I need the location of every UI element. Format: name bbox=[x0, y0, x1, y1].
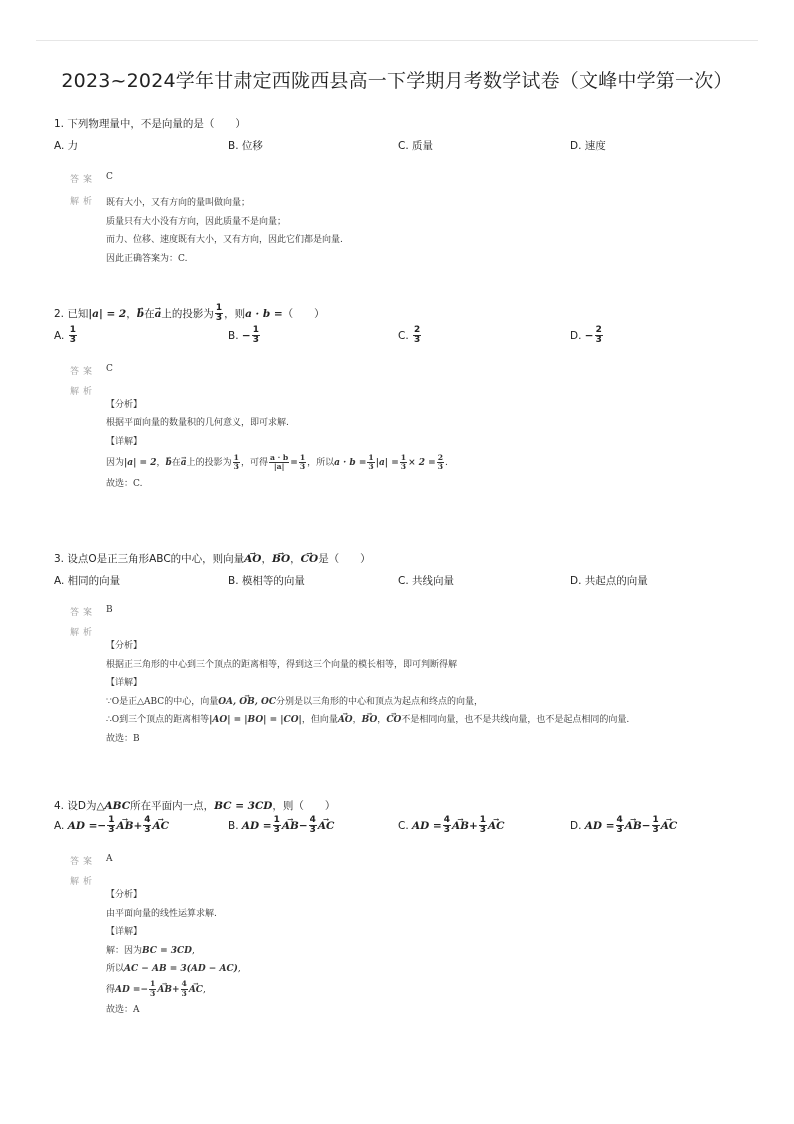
question-4-stem: 4. 设D为△ABC所在平面内一点，BC = 3CD，则（ ） bbox=[54, 800, 336, 812]
option-d: D. 速度 bbox=[570, 140, 606, 152]
option-b: B. 模相等的向量 bbox=[228, 575, 305, 587]
answer-label: 答案 bbox=[70, 175, 97, 185]
top-divider bbox=[36, 40, 758, 41]
question-3-options bbox=[54, 573, 758, 591]
document-title: 2023~2024学年甘肃定西陇西县高一下学期月考数学试卷（文峰中学第一次） bbox=[61, 70, 733, 92]
question-2-analysis: 解析 【分析】 根据平面向量的数量积的几何意义，即可求解. 【详解】 因为|a| = 2，→ b在→ a上的投影为 $\frac{1}{3}$ ，可得 $\frac{a \cdot b}{|a|}$ = $\frac{1}{3}$ ，所以a · b = $\frac{1}{3}$ |a| = $\frac{1}{3}$ × 2 = $\frac{2}{3}$ . 故选：C. bbox=[54, 384, 758, 494]
question-4-answer: 答案 A bbox=[70, 854, 113, 867]
detail-line: 所以AC − AB = 3(AD − AC), bbox=[106, 964, 241, 974]
option-c: C. $\frac{2}{3}$ bbox=[398, 324, 421, 346]
detail-line: 因为|a| = 2，→ b在→ a上的投影为 $\frac{1}{3}$ ，可得 $\frac{a \cdot b}{|a|}$ = $\frac{1}{3}$ ，所以a · b = $\frac{1}{3}$ |a| = $\frac{1}{3}$ × 2 = $\frac{2}{3}$ . bbox=[106, 451, 758, 475]
question-2-options bbox=[54, 326, 758, 352]
question-4-analysis: 解析 【分析】 由平面向量的线性运算求解. 【详解】 解：因为BC = 3CD, 所以AC − AB = 3(AD − AC), 得AD =− $\frac{1}{3}$ → AB+ $\frac{4}{3}$ → AC, 故选：A bbox=[54, 874, 758, 1019]
question-2 bbox=[54, 304, 758, 494]
option-a: A. $\frac{1}{3}$ bbox=[54, 324, 76, 346]
analysis-line: 既有大小，又有方向的量叫做向量； bbox=[106, 198, 251, 208]
question-1 bbox=[54, 116, 758, 268]
option-a: A. AD =− $\frac{1}{3}$ → AB+ $\frac{4}{3}$ → AC bbox=[54, 816, 169, 836]
question-2-stem: 2. 已知|a| = 2，→ b在→ a上的投影为 $\frac{1}{3}$ ，则a · b =（ ） bbox=[54, 304, 758, 324]
option-a: A. 力 bbox=[54, 140, 79, 152]
question-3-answer: 答案 B bbox=[70, 605, 113, 618]
question-1-stem: 1. 下列物理量中，不是向量的是（ ） bbox=[54, 118, 246, 130]
detail-line: 得AD =− $\frac{1}{3}$ → AB+ $\frac{4}{3}$ → AC, bbox=[106, 979, 758, 1001]
analysis-line: 因此正确答案为：C. bbox=[106, 253, 188, 264]
option-a: A. 相同的向量 bbox=[54, 575, 121, 587]
answer-value: C bbox=[106, 172, 113, 182]
option-d: D. AD = $\frac{4}{3}$ → AB− $\frac{1}{3}$ → AC bbox=[570, 816, 677, 836]
question-3-stem: 3. 设点O是正三角形ABC的中心，则向量→ AO，→ BO，→ CO是（ ） bbox=[54, 551, 758, 567]
detail-line: 解：因为BC = 3CD, bbox=[106, 945, 195, 956]
option-b: B. 位移 bbox=[228, 140, 263, 152]
option-d: D. − $\frac{2}{3}$ bbox=[570, 324, 602, 346]
question-3 bbox=[54, 551, 758, 748]
question-3-analysis: 解析 【分析】 根据正三角形的中心到三个顶点的距离相等，得到这三个向量的模长相等，即可判断得解 【详解】 ∵O是正△ABC的中心，向量→ OA, OB, OC分别是以三角形的中心和顶点为起点和终点的向量， ∴O到三个顶点的距离相等|AO| = |BO| = |CO|，但向量→ AO，→ BO，→ CO不是相同向量，也不是共线向量，也不是起点相同的向量. 故选：B bbox=[54, 625, 758, 748]
question-4 bbox=[54, 798, 758, 1019]
option-b: B. − $\frac{1}{3}$ bbox=[228, 324, 259, 346]
question-4-options bbox=[54, 816, 758, 842]
option-b: B. AD = $\frac{1}{3}$ → AB− $\frac{4}{3}$ → AC bbox=[228, 816, 334, 836]
analysis-line: 质量只有大小没有方向，因此质量不是向量； bbox=[106, 216, 287, 227]
detail-line: ∴O到三个顶点的距离相等|AO| = |BO| = |CO|，但向量→ AO，→ BO，→ CO不是相同向量，也不是共线向量，也不是起点相同的向量. bbox=[106, 711, 758, 730]
detail-line: ∵O是正△ABC的中心，向量→ OA, OB, OC分别是以三角形的中心和顶点为起点和终点的向量， bbox=[106, 693, 758, 712]
option-c: C. 共线向量 bbox=[398, 575, 455, 587]
option-c: C. AD = $\frac{4}{3}$ → AB+ $\frac{1}{3}$ → AC bbox=[398, 816, 505, 836]
analysis-line: 而力、位移、速度既有大小，又有方向，因此它们都是向量. bbox=[106, 235, 343, 245]
option-d: D. 共起点的向量 bbox=[570, 575, 648, 587]
question-2-answer: 答案 C bbox=[70, 363, 113, 377]
question-1-answer bbox=[54, 172, 758, 185]
option-c: C. 质量 bbox=[398, 140, 434, 152]
question-1-options bbox=[54, 138, 758, 156]
analysis-label: 解析 bbox=[70, 197, 97, 207]
question-1-analysis bbox=[54, 194, 758, 268]
